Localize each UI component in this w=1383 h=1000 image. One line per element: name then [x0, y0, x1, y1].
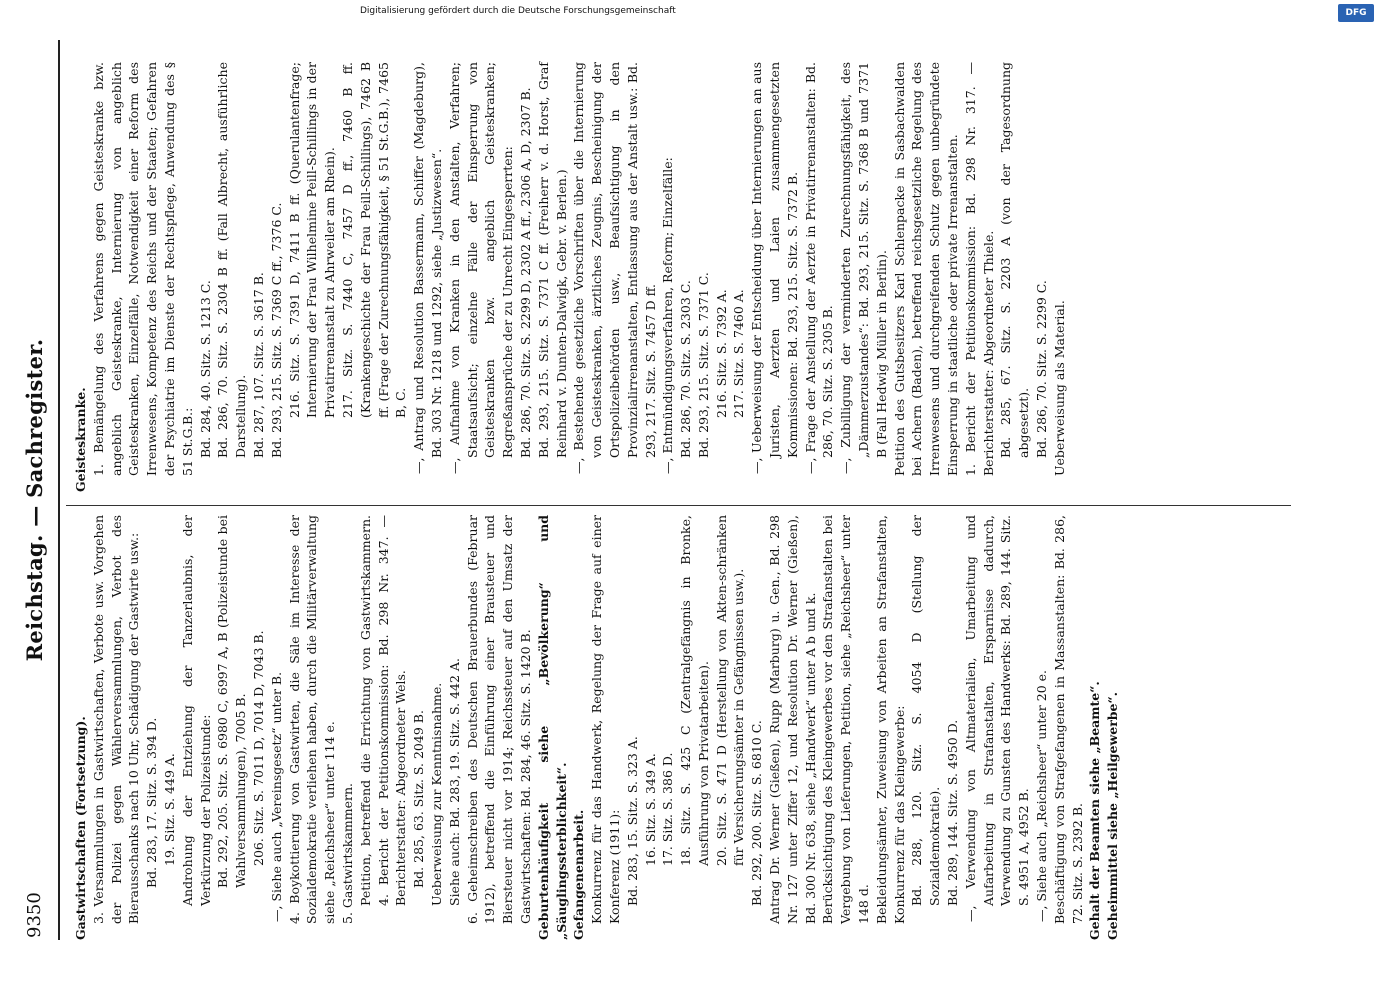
index-entry: Bd. 287, 107. Sitz. S. 3617 B.	[250, 272, 266, 458]
index-heading: Gehalt der Beamten siehe „Beamte“.	[1087, 681, 1103, 940]
digitization-note	[360, 2, 1370, 20]
running-title: Reichstag. — Sachregister.	[22, 338, 47, 662]
index-entry: —, Verwendung von Altmaterialien, Umarbeitung und Aufarbeitung in Strafanstalten, Ersparnisse dadurch, Verwendung zu Gunsten des Handwerks: Bd. 289, 144. Sitz. S. 4951 A, 4952 B.	[962, 515, 1032, 922]
index-entry: —, Siehe auch „Vereinsgesetz“ unter B.	[268, 671, 284, 922]
header-rule	[58, 40, 60, 940]
dfg-logo-text: DFG	[1345, 8, 1367, 18]
index-entry: Bekleidungsämter, Zuweisung von Arbeiten an Strafanstalten, Konkurrenz für das Kleingewerbe:	[873, 515, 907, 924]
index-entry: 18. Sitz. S. 425 C (Zentralgefängnis in Bronke, Ausführung von Privatarbeiten).	[678, 515, 711, 866]
index-entry: Ueberweisung zur Kenntnisnahme.	[428, 682, 444, 906]
index-entry: Bd. 285, 63. Sitz. S. 2049 B.	[411, 710, 427, 888]
index-entry: 3. Versammlungen in Gastwirtschaften, Verbote usw. Vorgehen der Polizei gegen Wählerversammlungen, Verbot des Bierausschanks nach 10 Uhr, Schädigung der Gastwirte usw.:	[90, 515, 142, 924]
index-entry: Bd. 283, 15. Sitz. S. 323 A.	[624, 736, 640, 906]
index-entry: Bd. 285, 67. Sitz. S. 2203 A (von der Tagesordnung abgesetzt).	[998, 62, 1032, 458]
index-entry: —, Antrag und Resolution Bassermann, Schiffer (Magdeburg), Bd. 303 Nr. 1218 und 1292, siehe „Justizwesen“.	[411, 62, 444, 474]
column-divider	[66, 505, 1291, 506]
index-entry: Bd. 292, 205. Sitz. S. 6980 C, 6997 A, B (Polizeistunde bei Wahlversammlungen), 7005 B.	[215, 515, 249, 888]
index-entry: Bd. 288, 120. Sitz. S. 4054 D (Stellung der Sozialdemokratie).	[909, 515, 943, 906]
index-heading: Gastwirtschaften (Fortsetzung).	[73, 716, 88, 940]
index-entry: Beschäftigung von Strafgefangenen in Massanstalten: Bd. 286, 72. Sitz. S. 2392 B.	[1051, 515, 1085, 924]
index-entry: —, Bestehende gesetzliche Vorschriften über die Internierung von Geisteskranken, ärztliches Zeugnis, Bescheinigung der Ortspolizeibehörden usw., Beaufsichtigung in den Provinzialirrenanstalten, Entlassung aus der Anstalt usw.: Bd. 293, 217. Sitz. S. 7457 D ff.	[571, 62, 658, 474]
index-entry: 206. Sitz. S. 7011 D, 7014 D, 7043 B.	[250, 630, 266, 866]
index-entry: Bd. 293, 215. Sitz. S. 7369 C ff., 7376 C.	[268, 202, 284, 458]
index-heading: Geheimmittel siehe „Heilgewerbe“.	[1105, 691, 1121, 940]
index-entry: Konkurrenz für das Handwerk, Regelung der Frage auf einer Konferenz (1911):	[589, 515, 622, 924]
index-entry: 19. Sitz. S. 449 A.	[161, 753, 177, 866]
index-entry: 17. Sitz. S. 386 D.	[660, 752, 676, 866]
index-entry: 6. Geheimschreiben des Deutschen Brauerbundes (Februar 1912), betreffend die Einführung einer Brausteuer und Biersteuer nicht vor 1914; Reichssteuer auf den Umsatz der Gastwirtschaften: Bd. 284, 46. Sitz. S. 1420 B.	[464, 515, 533, 924]
index-entry: 1. Bemängelung des Verfahrens gegen Geisteskranke bzw. angeblich Geisteskranke, Internierung von angeblich Geisteskranken, Einzelfälle, Notwendigkeit einer Reform des Irrenwesens, Kompetenz des Reichs und der Staaten; Gefahren der Psychiatrie im Dienste der Rechtspflege, Anwendung des § 51 St.G.B.:	[90, 62, 195, 476]
index-entry: 1. Bericht der Petitionskommission: Bd. 298 Nr. 317. — Berichterstatter: Abgeordneter Thiele.	[962, 62, 996, 476]
index-entry: Petition, betreffend die Errichtung von Gastwirtskammern. 4. Bericht der Petitionskommission: Bd. 298 Nr. 347. — Berichterstatter: Abgeordneter Wels.	[357, 515, 409, 906]
index-entry: Bd. 286, 70. Sitz. S. 2303 C.	[678, 280, 694, 458]
index-entry: Bd. 293, 215. Sitz. S. 7371 C ff. (Freiherr v. d. Horst, Graf Reinhard v. Dunten-Dalwigk, Gebr. v. Berlen.)	[535, 62, 569, 458]
index-entry: —, Aufnahme von Kranken in den Anstalten, Verfahren; Staatsaufsicht; einzelne Fälle der Einsperrung von Geisteskranken bzw. angeblich Geisteskranken; Regreßansprüche der zu Unrecht Eingesperrten:	[446, 62, 516, 474]
index-entry: 4. Boykottierung von Gastwirten, die Säle im Interesse der Sozialdemokratie verliehen haben, durch die Militärverwaltung siehe „Reichsheer“ unter 114 e.	[286, 515, 338, 924]
index-entry: 217. Sitz. S. 7460 A.	[731, 289, 747, 418]
index-entry: —, Frage der Anstellung der Aerzte in Privatirrenanstalten: Bd. 286, 70. Sitz. S. 2305 B.	[802, 62, 836, 474]
index-entry: Bd. 283, 17. Sitz. S. 394 D.	[144, 717, 160, 888]
right-column	[72, 62, 1069, 492]
dfg-logo	[1338, 4, 1374, 22]
index-entry: —, Zubilligung der verminderten Zurechnungsfähigkeit, des „Dämmerzustandes“: Bd. 293, 215. Sitz. S. 7368 B und 7371 B (Fall Hedwig Müller in Berlin).	[838, 62, 889, 474]
index-entry: Bd. 286, 70. Sitz. S. 2299 D, 2302 A ff., 2306 A, D, 2307 B.	[517, 87, 533, 458]
page-header	[10, 0, 54, 1000]
index-entry: Bd. 289, 144. Sitz. S. 4950 D.	[945, 719, 961, 906]
digitization-note-text: Digitalisierung gefördert durch die Deutsche Forschungsgemeinschaft	[360, 6, 676, 16]
index-entry: 216. Sitz. S. 7391 D, 7411 B ff. (Querulantenfrage; Internierung der Frau Wilhelmine Peill-Schillings in der Privatirrenanstalt zu Ahrweiler am Rhein).	[286, 62, 338, 418]
index-entry: 20. Sitz. S. 471 D (Herstellung von Akten-schränken für Versicherungsämter in Gefängnissen usw.).	[713, 515, 747, 866]
index-entry: 5. Gastwirtskammern.	[339, 782, 355, 924]
index-entry: Berücksichtigung des Kleingewerbes vor den Strafanstalten bei Vergebung von Lieferungen, Petition, siehe „Reichsheer“ unter 148 d.	[820, 515, 872, 924]
index-entry: Siehe auch: Bd. 283, 19. Sitz. S. 442 A.	[446, 658, 462, 906]
index-entry: 216. Sitz. S. 7392 A.	[713, 289, 729, 418]
index-entry: Bd. 293, 215. Sitz. S. 7371 C.	[695, 272, 711, 458]
index-entry: Bd. 286, 70. Sitz. S. 2304 B ff. (Fall Albrecht, ausführliche Darstellung).	[215, 62, 249, 458]
index-entry: Bd. 292, 200. Sitz. S. 6810 C.	[749, 720, 765, 906]
index-entry: Bd. 284, 40. Sitz. S. 1213 C.	[197, 280, 213, 458]
index-entry: —, Entmündigungsverfahren, Reform; Einzelfälle:	[660, 157, 676, 474]
index-entry: —, Ueberweisung der Entscheidung über Internierungen an aus Juristen, Aerzten und Laien zusammengesetzten Kommissionen: Bd. 293, 215. Sitz. S. 7372 B.	[749, 62, 800, 474]
index-entry: Petition des Gutsbesitzers Karl Schlenpacke in Sasbachwalden bei Achern (Baden), betreffend reichsgesetzliche Regelung des Irrenwesens und durchgreifenden Schutz gegen unbegründete Einsperrung in staatliche oder private Irrenanstalten.	[891, 62, 961, 476]
index-entry: Ueberweisung als Material.	[1051, 300, 1067, 476]
index-entry: 217. Sitz. S. 7440 C, 7457 D ff., 7460 B ff. (Krankengeschichte der Frau Peill-Schillings), 7462 B ff. (Frage der Zurechnungsfähigkeit, § 51 St.G.B.), 7465 B, C.	[339, 62, 409, 418]
index-entry: Bd. 286, 70. Sitz. S. 2299 C.	[1034, 280, 1050, 458]
index-entry: Androhung der Entziehung der Tanzerlaubnis, der Verkürzung der Polizeistunde:	[179, 515, 213, 906]
index-entry: 16. Sitz. S. 349 A.	[642, 753, 658, 866]
index-entry: —, Siehe auch „Reichsheer“ unter 20 e.	[1034, 669, 1050, 922]
index-entry: Antrag Dr. Werner (Gießen), Rupp (Marburg) u. Gen., Bd. 298 Nr. 127 unter Ziffer 12, und Resolution Dr. Werner (Gießen), Bd. 300 Nr. 638, siehe „Handwerk“ unter A b und k.	[767, 515, 818, 924]
index-heading: Geisteskranke.	[73, 387, 88, 492]
left-column	[72, 515, 1122, 940]
index-heading: Geburtenhäufigkeit siehe „Bevölkerung“ und „Säuglingssterblichkeit“.	[535, 515, 569, 940]
index-heading: Gefangenenarbeit.	[571, 809, 587, 940]
page-number: 9350	[24, 892, 45, 938]
